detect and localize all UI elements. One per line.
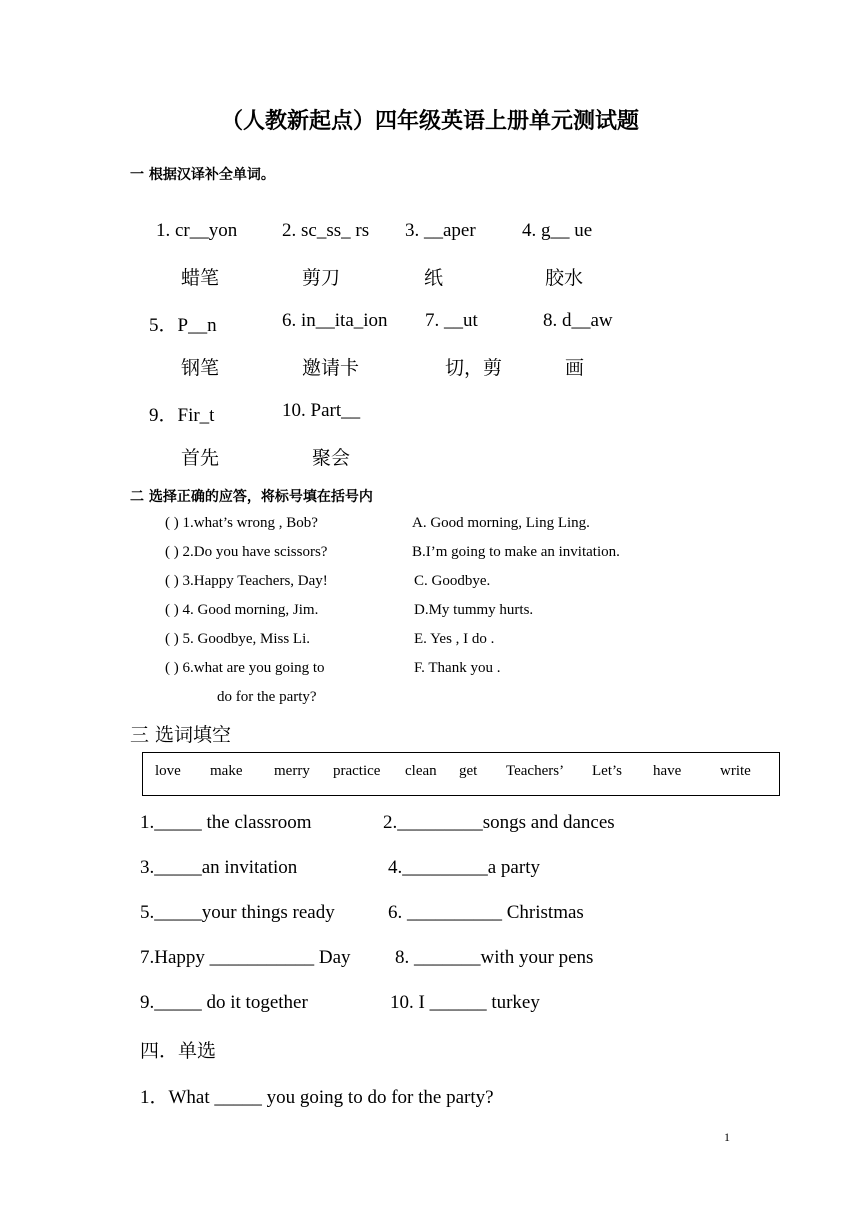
- meaning-9: 首先: [181, 447, 220, 469]
- section-1-heading: 一 根据汉译补全单词。: [130, 167, 275, 183]
- word-8: 8. d__aw: [543, 310, 613, 331]
- word-bank-item: write: [720, 763, 751, 779]
- section-2-heading: 二 选择正确的应答，将标号填在括号内: [130, 489, 373, 505]
- fill-item-5: 5._____your things ready: [140, 902, 335, 923]
- word-bank-item: get: [459, 763, 478, 779]
- question-4: ( ) 4. Good morning, Jim.: [165, 602, 319, 618]
- word-5: 5．P__n: [149, 315, 217, 336]
- word-bank-item: make: [210, 763, 243, 779]
- word-bank-item: clean: [405, 763, 437, 779]
- fill-item-2: 2._________songs and dances: [383, 812, 615, 833]
- question-5: ( ) 5. Goodbye, Miss Li.: [165, 631, 310, 647]
- meaning-7: 切，剪: [445, 357, 503, 379]
- word-bank-item: Let’s: [592, 763, 622, 779]
- question-2: ( ) 2.Do you have scissors?: [165, 544, 328, 560]
- page-number: 1: [724, 1130, 730, 1144]
- fill-item-3: 3._____an invitation: [140, 857, 298, 878]
- answer-f: F. Thank you .: [414, 660, 501, 676]
- word-bank-item: practice: [333, 763, 381, 779]
- word-9: 9．Fir_t: [149, 405, 215, 426]
- answer-b: B.I’m going to make an invitation.: [412, 544, 620, 560]
- answer-a: A. Good morning, Ling Ling.: [412, 515, 590, 531]
- word-10: 10. Part__: [282, 400, 361, 421]
- fill-item-7: 7.Happy ___________ Day: [140, 947, 351, 968]
- word-1: 1. cr__yon: [156, 220, 238, 241]
- word-bank-box: [142, 752, 780, 796]
- fill-item-1: 1._____ the classroom: [140, 812, 312, 833]
- fill-item-8: 8. _______with your pens: [395, 947, 594, 968]
- question-3: ( ) 3.Happy Teachers, Day!: [165, 573, 328, 589]
- answer-c: C. Goodbye.: [414, 573, 491, 589]
- section-4-heading: 四．单选: [140, 1040, 217, 1062]
- word-3: 3. __aper: [405, 220, 476, 241]
- meaning-4: 胶水: [545, 267, 584, 289]
- meaning-6: 邀请卡: [302, 357, 360, 379]
- meaning-1: 蜡笔: [181, 267, 220, 289]
- page-title: （人教新起点）四年级英语上册单元测试题: [220, 109, 639, 134]
- fill-item-6: 6. __________ Christmas: [388, 902, 584, 923]
- answer-e: E. Yes , I do .: [414, 631, 495, 647]
- word-bank-item: have: [653, 763, 682, 779]
- mc-question-1: 1．What _____ you going to do for the party?: [140, 1087, 494, 1108]
- word-4: 4. g__ ue: [522, 220, 593, 241]
- word-7: 7. __ut: [425, 310, 478, 331]
- word-6: 6. in__ita_ion: [282, 310, 388, 331]
- word-bank-item: merry: [274, 763, 310, 779]
- section-3-heading: 三 选词填空: [130, 724, 232, 746]
- word-bank-item: Teachers’: [506, 763, 565, 779]
- answer-d: D.My tummy hurts.: [414, 602, 534, 618]
- meaning-2: 剪刀: [302, 267, 341, 289]
- question-6-continued: do for the party?: [217, 689, 317, 705]
- fill-item-9: 9._____ do it together: [140, 992, 308, 1013]
- word-2: 2. sc_ss_ rs: [282, 220, 370, 241]
- question-6: ( ) 6.what are you going to: [165, 660, 325, 676]
- meaning-10: 聚会: [312, 447, 351, 469]
- word-bank-item: love: [155, 763, 181, 779]
- meaning-5: 钢笔: [181, 357, 220, 379]
- fill-item-10: 10. I ______ turkey: [390, 992, 540, 1013]
- fill-item-4: 4._________a party: [388, 857, 540, 878]
- meaning-3: 纸: [424, 267, 444, 289]
- question-1: ( ) 1.what’s wrong , Bob?: [165, 515, 318, 531]
- meaning-8: 画: [565, 357, 585, 379]
